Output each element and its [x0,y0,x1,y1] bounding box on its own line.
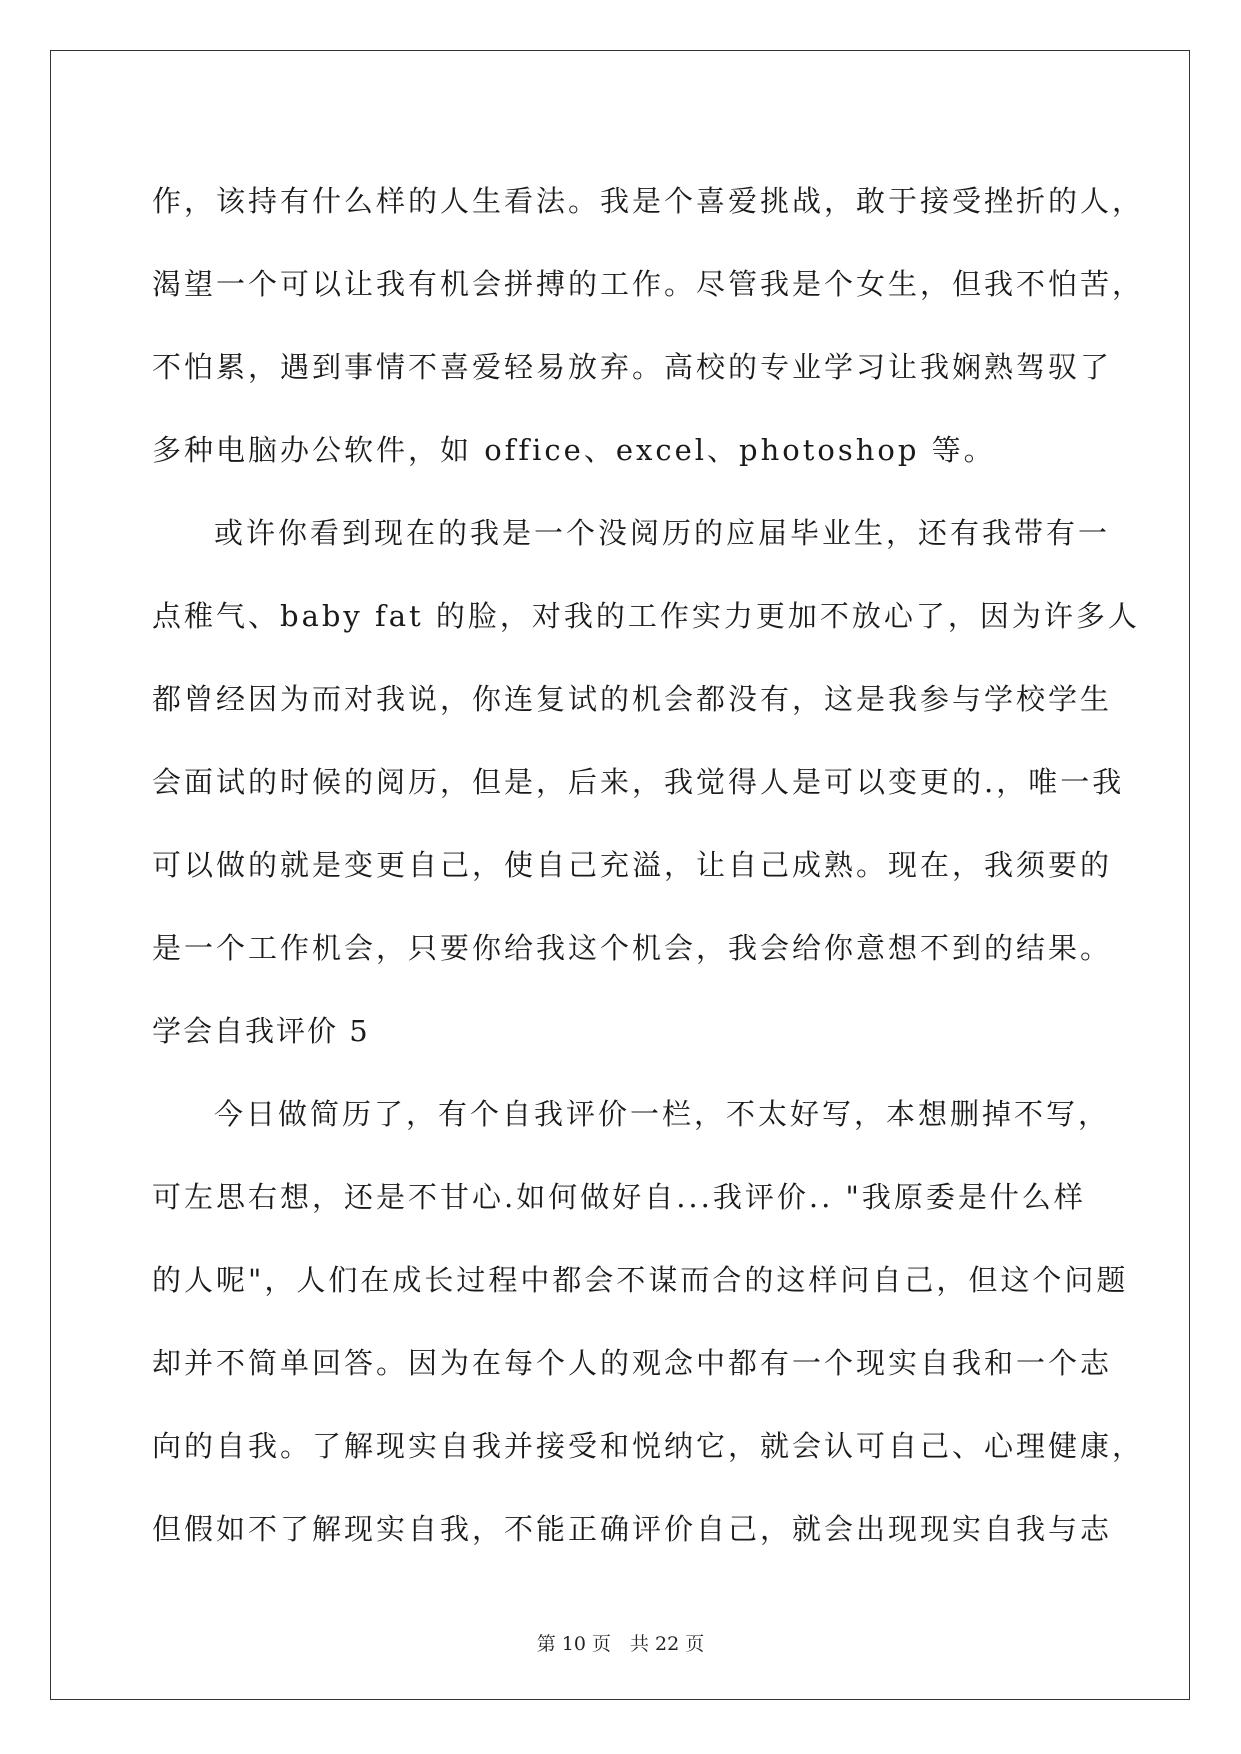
paragraph-line: 却并不简单回答。因为在每个人的观念中都有一个现实自我和一个志 [152,1346,1113,1380]
paragraph-line: 向的自我。了解现实自我并接受和悦纳它，就会认可自己、心理健康， [152,1429,1145,1463]
paragraph-line: 的人呢"，人们在成长过程中都会不谋而合的这样问自己，但这个问题 [152,1263,1129,1297]
paragraph-line: 会面试的时候的阅历，但是，后来，我觉得人是可以变更的.，唯一我 [152,765,1125,799]
page-number: 第 10 页 共 22 页 [536,1633,705,1655]
section-heading: 学会自我评价 5 [152,1014,370,1048]
paragraph-line: 作，该持有什么样的人生看法。我是个喜爱挑战，敢于接受挫折的人， [152,184,1145,218]
paragraph-line: 是一个工作机会，只要你给我这个机会，我会给你意想不到的结果。 [152,931,1113,965]
paragraph-line: 点稚气、baby fat 的脸，对我的工作实力更加不放心了，因为许多人 [152,599,1140,633]
paragraph-line: 可左思右想，还是不甘心.如何做好自...我评价.. "我原委是什么样 [152,1180,1086,1214]
paragraph-line: 可以做的就是变更自己，使自己充溢，让自己成熟。现在，我须要的 [152,848,1113,882]
paragraph-line: 都曾经因为而对我说，你连复试的机会都没有，这是我参与学校学生 [152,682,1113,716]
paragraph-line: 今日做简历了，有个自我评价一栏，不太好写，本想删掉不写， [214,1097,1111,1131]
document-body [152,160,1145,1571]
paragraph-line: 但假如不了解现实自我，不能正确评价自己，就会出现现实自我与志 [152,1512,1113,1546]
paragraph-line: 渴望一个可以让我有机会拼搏的工作。尽管我是个女生，但我不怕苦， [152,267,1145,301]
paragraph-line: 或许你看到现在的我是一个没阅历的应届毕业生，还有我带有一 [214,516,1111,550]
paragraph-line: 多种电脑办公软件，如 office、excel、photoshop 等。 [152,433,996,467]
paragraph-line: 不怕累，遇到事情不喜爱轻易放弃。高校的专业学习让我娴熟驾驭了 [152,350,1113,384]
